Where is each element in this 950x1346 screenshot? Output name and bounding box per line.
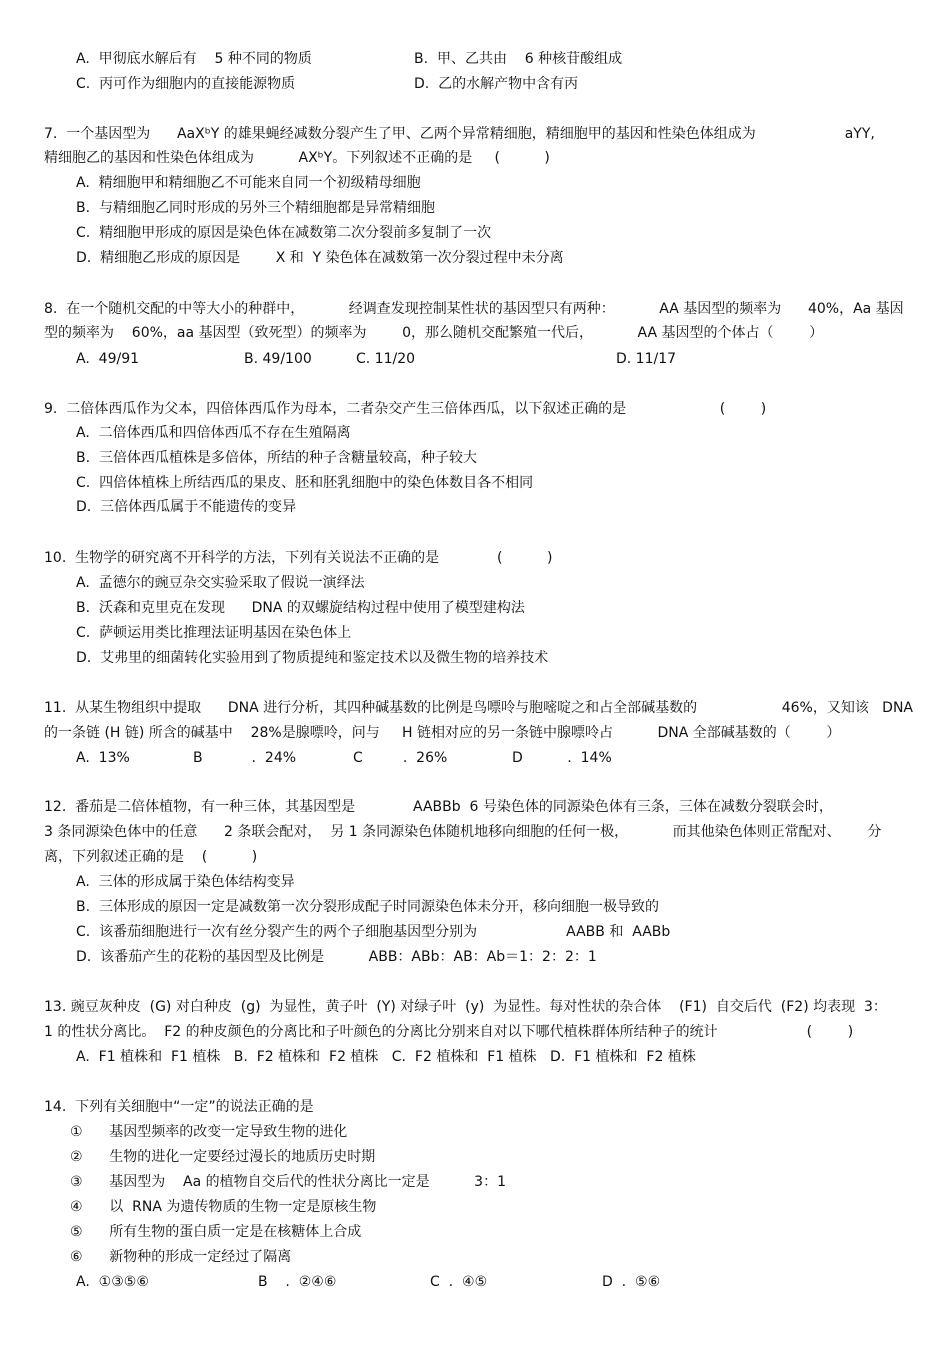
q8-stem-line1: 8. 在一个随机交配的中等大小的种群中， 经调查发现控制某性状的基因型只有两种： AA 基因型的频率为 40%，Aa 基因: [44, 301, 904, 317]
q7-option-a: A. 精细胞甲和精细胞乙不可能来自同一个初级精母细胞: [76, 175, 421, 191]
q12-stem-line2: 3 条同源染色体中的任意 2 条联会配对， 另 1 条同源染色体随机地移向细胞的任何一极， 而其他染色体则正常配对、 分: [44, 824, 882, 840]
q9-option-d: D. 三倍体西瓜属于不能遗传的变异: [76, 499, 297, 515]
q9-stem: 9. 二倍体西瓜作为父本，四倍体西瓜作为母本，二者杂交产生三倍体西瓜，以下叙述正确的是 ( ): [44, 401, 767, 417]
q8-option-b: B. 49/100: [244, 351, 312, 367]
q7-option-b: B. 与精细胞乙同时形成的另外三个精细胞都是异常精细胞: [76, 200, 435, 216]
q14-option-d: D . ⑤⑥: [602, 1274, 661, 1290]
q7-stem-line2: 精细胞乙的基因和性染色体组成为 AXᵇY。下列叙述不正确的是 ( ): [44, 150, 550, 166]
q9-option-c: C. 四倍体植株上所结西瓜的果皮、胚和胚乳细胞中的染色体数目各不相同: [76, 475, 534, 491]
q11-stem-line2: 的一条链 (H 链) 所含的碱基中 28%是腺嘌呤，问与 H 链相对应的另一条链中腺嘌呤占 DNA 全部碱基数的（ ）: [44, 725, 841, 741]
q11-option-a: A. 13%: [76, 750, 130, 766]
q12-option-c: C. 该番茄细胞进行一次有丝分裂产生的两个子细胞基因型分别为 AABB 和 AABb: [76, 924, 671, 940]
q14-stem: 14. 下列有关细胞中“一定”的说法正确的是: [44, 1099, 314, 1115]
q10-option-d: D. 艾弗里的细菌转化实验用到了物质提纯和鉴定技术以及微生物的培养技术: [76, 650, 549, 666]
q13-stem-line1: 13. 豌豆灰种皮 (G) 对白种皮 (g) 为显性，黄子叶 (Y) 对绿子叶 (y) 为显性。每对性状的杂合体 (F1) 自交后代 (F2) 均表现 3：: [44, 999, 887, 1015]
q12-option-d: D. 该番茄产生的花粉的基因型及比例是 ABB：ABb：AB：Ab＝1：2：2：1: [76, 949, 597, 965]
q12-stem-line3: 离，下列叙述正确的是 ( ): [44, 849, 258, 865]
q11-option-b: B . 24%: [193, 750, 297, 766]
q14-statement-3: ③ 基因型为 Aa 的植物自交后代的性状分离比一定是 3：1: [70, 1174, 506, 1190]
q10-option-b: B. 沃森和克里克在发现 DNA 的双螺旋结构过程中使用了模型建构法: [76, 600, 525, 616]
q8-option-c: C. 11/20: [356, 351, 416, 367]
q8-stem-line2: 型的频率为 60%，aa 基因型（致死型）的频率为 0，那么随机交配繁殖一代后， AA 基因型的个体占（ ）: [44, 325, 824, 341]
q11-option-d: D . 14%: [512, 750, 612, 766]
q11-option-c: C . 26%: [353, 750, 448, 766]
q13-options: A. F1 植株和 F1 植株 B. F2 植株和 F2 植株 C. F2 植株和 F1 植株 D. F1 植株和 F2 植株: [76, 1049, 696, 1065]
q6-option-d: D. 乙的水解产物中含有丙: [414, 76, 579, 92]
q14-option-c: C . ④⑤: [430, 1274, 488, 1290]
q14-option-a: A. ①③⑤⑥: [76, 1274, 149, 1290]
q10-stem: 10. 生物学的研究离不开科学的方法，下列有关说法不正确的是 ( ): [44, 550, 553, 566]
q7-option-c: C. 精细胞甲形成的原因是染色体在减数第二次分裂前多复制了一次: [76, 225, 492, 241]
q9-option-a: A. 二倍体西瓜和四倍体西瓜不存在生殖隔离: [76, 425, 351, 441]
q10-option-a: A. 孟德尔的豌豆杂交实验采取了假说一演绎法: [76, 575, 365, 591]
q11-stem-line1: 11. 从某生物组织中提取 DNA 进行分析，其四种碱基数的比例是鸟嘌呤与胞嘧啶之和占全部碱基数的 46%，又知该 DNA: [44, 700, 913, 716]
q14-statement-6: ⑥ 新物种的形成一定经过了隔离: [70, 1249, 292, 1265]
q12-option-a: A. 三体的形成属于染色体结构变异: [76, 874, 295, 890]
q14-option-b: B . ②④⑥: [258, 1274, 337, 1290]
q10-option-c: C. 萨顿运用类比推理法证明基因在染色体上: [76, 625, 352, 641]
q13-stem-line2: 1 的性状分离比。 F2 的种皮颜色的分离比和子叶颜色的分离比分别来自对以下哪代植株群体所结种子的统计 ( ): [44, 1024, 854, 1040]
q6-option-a: A. 甲彻底水解后有 5 种不同的物质: [76, 51, 312, 67]
q12-option-b: B. 三体形成的原因一定是减数第一次分裂形成配子时同源染色体未分开，移向细胞一极导致的: [76, 899, 659, 915]
q7-option-d: D. 精细胞乙形成的原因是 X 和 Y 染色体在减数第一次分裂过程中未分离: [76, 250, 564, 266]
q12-stem-line1: 12. 番茄是二倍体植物，有一种三体，其基因型是 AABBb 6 号染色体的同源染色体有三条，三体在减数分裂联会时，: [44, 799, 833, 815]
q8-option-a: A. 49/91: [76, 351, 140, 367]
q14-statement-4: ④ 以 RNA 为遗传物质的生物一定是原核生物: [70, 1199, 377, 1215]
q9-option-b: B. 三倍体西瓜植株是多倍体，所结的种子含糖量较高，种子较大: [76, 450, 477, 466]
q14-statement-5: ⑤ 所有生物的蛋白质一定是在核糖体上合成: [70, 1224, 362, 1240]
q6-option-b: B. 甲、乙共由 6 种核苷酸组成: [414, 51, 623, 67]
q14-statement-1: ① 基因型频率的改变一定导致生物的进化: [70, 1124, 348, 1140]
q8-option-d: D. 11/17: [616, 351, 677, 367]
q7-stem-line1: 7. 一个基因型为 AaXᵇY 的雄果蝇经减数分裂产生了甲、乙两个异常精细胞，精细胞甲的基因和性染色体组成为 aYY,: [44, 126, 875, 142]
q14-statement-2: ② 生物的进化一定要经过漫长的地质历史时期: [70, 1149, 376, 1165]
q6-option-c: C. 丙可作为细胞内的直接能源物质: [76, 76, 296, 92]
